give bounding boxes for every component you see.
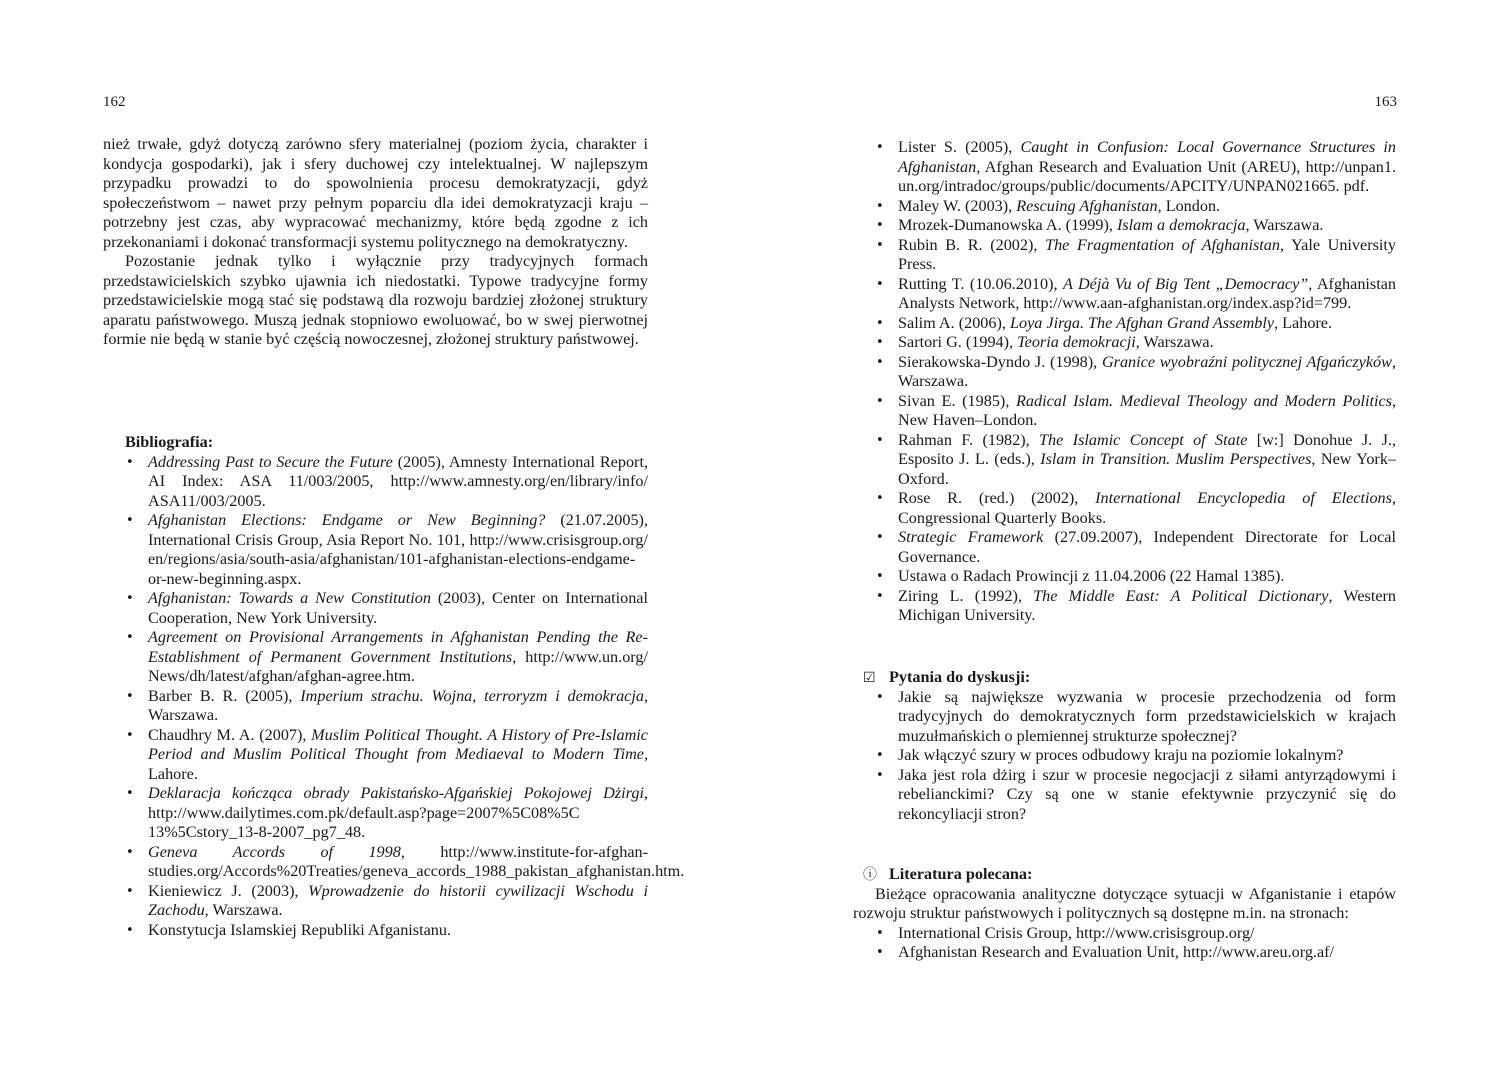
entry-title: Caught in Confusion: Local Governance Structures in Afghanistan,	[898, 138, 1396, 176]
bibliography-entry	[125, 726, 648, 785]
entry-details: (27.09.2007), Independent Directorate for Local Governance.	[898, 528, 1396, 566]
bibliography-list	[125, 452, 685, 941]
entry-details: , Warszawa.	[898, 352, 1396, 390]
bibliography-entry	[875, 353, 1396, 392]
entry-details: , London.	[1157, 196, 1221, 215]
bibliography-entry	[125, 842, 685, 882]
entry-title: Granice wyobraźni politycznej Afgańczyków	[1101, 352, 1392, 371]
bibliography-entry	[125, 628, 648, 687]
entry-author: Barber B. R. (2005),	[148, 686, 301, 705]
entry-details: , Lahore.	[1274, 313, 1333, 332]
discussion-list	[875, 688, 1396, 825]
entry-author: Maley W. (2003),	[898, 196, 1017, 215]
entry-author: Ustawa o Radach Prowincji z 11.04.2006 (22 Hamal 1385).	[898, 567, 1285, 585]
bibliography-entry	[875, 431, 1396, 490]
entry-title: Afghanistan: Towards a New Constitution	[148, 589, 431, 607]
entry-title: Imperium strachu. Wojna, terroryzm i demokracja	[300, 686, 644, 705]
discussion-header	[853, 668, 1396, 688]
entry-title: Wprowadzenie do historii cywilizacji Wschodu i Zachodu	[148, 881, 648, 919]
entry-details: , Yale University Press.	[898, 235, 1396, 273]
discussion-question: • Jakie są największe wyzwania w procesie przechodzenia od form tradycyjnych do demokratycznych form przedstawicielskich w krajach muzułmańskich o plemiennej strukturze społecznej?	[875, 688, 1396, 747]
entry-title: International Encyclopedia of Elections	[1095, 489, 1392, 507]
entry-details: , Warszawa.	[1245, 216, 1324, 234]
bibliography-continued	[875, 138, 1396, 626]
entry-details: , Warszawa.	[204, 901, 283, 919]
entry-title: A Déjà Vu of Big Tent „Democracy”	[1062, 274, 1309, 293]
entry-author: Sivan E. (1985),	[898, 391, 1017, 410]
recommended-section	[853, 864, 1396, 963]
discussion-question: • Jaka jest rola dżirg i szur w procesie negocjacji z siłami antyrządowymi i rebelianckimi? Czy są one w stanie efektywnie przyczynić się do rekoncyliacji stron?	[875, 766, 1396, 825]
bibliography-entry	[875, 489, 1396, 528]
bibliography-entry	[875, 587, 1396, 626]
bibliography-entry	[875, 392, 1396, 431]
entry-author: Rose R. (red.) (2002),	[898, 489, 1096, 507]
entry-author: Lister S. (2005),	[898, 138, 1021, 156]
bibliography-entry	[875, 138, 1396, 197]
info-icon: ⓘ	[863, 867, 877, 883]
entry-title: The Fragmentation of Afghanistan	[1045, 235, 1280, 254]
bibliography-entry	[875, 314, 1396, 334]
entry-author: Rubin B. R. (2002),	[898, 235, 1046, 254]
bibliography-list	[875, 138, 1396, 626]
entry-details: , Lahore.	[148, 745, 648, 783]
checkbox-icon: ☑	[863, 670, 876, 686]
bibliography-entry	[125, 882, 648, 921]
bibliography-entry	[875, 333, 1396, 353]
recommended-link: • Afghanistan Research and Evaluation Unit, http://www.areu.org.af/	[875, 943, 1396, 963]
recommended-header	[853, 864, 1396, 885]
entry-author: Konstytucja Islamskiej Republiki Afganistanu.	[148, 920, 452, 939]
entry-title: Muslim Political Thought. A History of Pre-Islamic Period and Muslim Political Thought from Mediaeval to Modern Time	[148, 725, 648, 763]
discussion-question: • Jak włączyć szury w proces odbudowy kraju na poziomie lokalnym?	[875, 746, 1396, 766]
entry-details: , Congressional Quarterly Books.	[898, 489, 1396, 527]
entry-details: (2005), Amnesty International Report, AI Index: ASA 11/003/2005, http://www.amnesty.org/en/library/info/ ASA11/003/2005.	[148, 452, 648, 510]
entry-details: , Afghanistan Analysts Network, http://www.aan-afghanistan.org/index.asp?id=799.	[898, 274, 1396, 312]
right-page	[750, 0, 1500, 1086]
entry-title: Deklaracja kończąca obrady Pakistańsko-Afgańskiej Pokojowej Dżirgi	[148, 784, 644, 802]
entry-author: Rahman F. (1982),	[898, 430, 1040, 449]
bibliography-entry	[125, 687, 648, 726]
entry-author: Chaudhry M. A. (2007),	[148, 725, 312, 744]
entry-title: Rescuing Afghanistan	[1016, 196, 1158, 215]
discussion-title: Pytania do dyskusji:	[889, 668, 1031, 686]
bibliography-section	[125, 433, 685, 940]
bibliography-entry	[875, 275, 1396, 314]
entry-details: , http://www.institute-for-afghan-studies.org/Accords%20Treaties/geneva_accords_1988_pakistan_afghanistan.htm.	[148, 842, 685, 880]
discussion-section	[853, 668, 1396, 824]
bibliography-entry	[125, 921, 648, 941]
bibliography-entry	[875, 236, 1396, 275]
body-text	[103, 135, 648, 350]
entry-title: The Islamic Concept of State	[1039, 430, 1248, 449]
paragraph: Pozostanie jednak tylko i wyłącznie przy tradycyjnych formach przedstawicielskich szybko ujawnia ich niedostatki. Typowe tradycyjne formy przedstawicielskie mogą stać się podstawą dla rozwoju bardziej złożonej struktury aparatu państwowego. Muszą jednak stopniowo ewoluować, bo w swej pierwotnej formie nie będą w stanie być częścią nowoczesnej, złożonej struktury państwowej.	[103, 252, 648, 348]
bibliography-entry	[875, 528, 1396, 567]
bibliography-entry	[125, 589, 648, 628]
entry-title: Agreement on Provisional Arrangements in Afghanistan Pending the Re-Establishment of Permanent Government Institutions	[148, 628, 648, 666]
entry-details: (21.07.2005), International Crisis Group, Asia Report No. 101, http://www.crisisgroup.org/ en/regions/asia/south-asia/afghanistan/101-afghanistan-elections-endgame-or-new-beginning.aspx.	[148, 511, 648, 588]
bibliography-entry	[875, 216, 1396, 236]
entry-author: Sartori G. (1994),	[898, 333, 1018, 351]
page-number: 162	[103, 94, 126, 110]
entry-details: , http://www.dailytimes.com.pk/default.asp?page=2007%5C08%5C 13%5Cstory_13-8-2007_pg7_48.	[148, 784, 648, 841]
entry-details: (2003), Center on International Cooperation, New York University.	[148, 589, 648, 627]
entry-title: Geneva Accords of 1998	[148, 842, 401, 861]
entry-author: Salim A. (2006),	[898, 313, 1010, 332]
entry-author: Sierakowska-Dyndo J. (1998),	[898, 352, 1102, 371]
paragraph: nież trwałe, gdyż dotyczą zarówno sfery materialnej (poziom życia, charakter i kondycja gospodarki), jak i sfery duchowej czy intelektualnej. W najlepszym przypadku prowadzi to do spowolnienia procesu demokratyzacji, gdyż społeczeństwom – nawet przy pełnym poparciu dla idei demokratyzacji kraju – potrzebny jest czas, aby wypracować mechanizmy, które będą zgodne z ich przekonaniami i dokonać transformacji systemu politycznego na demokratyczny.	[103, 135, 648, 251]
entry-title: Afghanistan Elections: Endgame or New Beginning?	[148, 511, 546, 529]
entry-title: Strategic Framework	[898, 528, 1044, 546]
bibliography-entry	[125, 511, 648, 589]
bibliography-entry	[125, 784, 648, 843]
entry-author: Mrozek-Dumanowska A. (1999),	[898, 216, 1117, 234]
entry-title: Islam in Transition. Muslim Perspectives	[1040, 450, 1312, 468]
entry-title: Islam a demokracja	[1116, 216, 1246, 234]
page-number: 163	[1374, 94, 1397, 110]
entry-details: , Warszawa.	[1135, 333, 1214, 351]
entry-details: , http://www.un.org/ News/dh/latest/afghan/afghan-agree.htm.	[148, 647, 648, 685]
entry-title: Teoria demokracji	[1017, 333, 1136, 351]
entry-details: , Warszawa.	[148, 686, 648, 724]
entry-details: , Western Michigan University.	[898, 586, 1396, 624]
entry-author: Ziring L. (1992),	[898, 586, 1034, 605]
entry-details: [w:] Donohue J. J., Esposito J. L. (eds.),	[898, 430, 1396, 468]
bibliography-entry	[125, 453, 648, 512]
recommended-link: • International Crisis Group, http://www.crisisgroup.org/	[875, 924, 1396, 944]
recommended-list	[875, 924, 1396, 963]
bibliography-title: Bibliografia:	[125, 433, 214, 451]
entry-details: , New Haven–London.	[898, 391, 1396, 429]
entry-title: Addressing Past to Secure the Future	[148, 452, 393, 471]
entry-author: Kieniewicz J. (2003),	[148, 881, 309, 900]
bibliography-entry	[875, 197, 1396, 217]
entry-details: Afghan Research and Evaluation Unit (AREU), http://unpan1. un.org/intradoc/groups/public/documents/APCITY/UNPAN021665. pdf.	[898, 157, 1396, 195]
entry-title: Radical Islam. Medieval Theology and Modern Politics	[1016, 391, 1392, 410]
entry-title: The Middle East: A Political Dictionary	[1033, 586, 1329, 605]
entry-author: Rutting T. (10.06.2010),	[898, 274, 1063, 293]
recommended-intro: Bieżące opracowania analityczne dotyczące sytuacji w Afganistanie i etapów rozwoju struktur państwowych i politycznych są dostępne m.in. na stronach:	[853, 884, 1396, 922]
entry-title: Loya Jirga. The Afghan Grand Assembly	[1009, 313, 1275, 332]
bibliography-entry	[875, 567, 1396, 587]
entry-details: , New York–Oxford.	[898, 450, 1397, 488]
recommended-title: Literatura polecana:	[889, 865, 1033, 883]
